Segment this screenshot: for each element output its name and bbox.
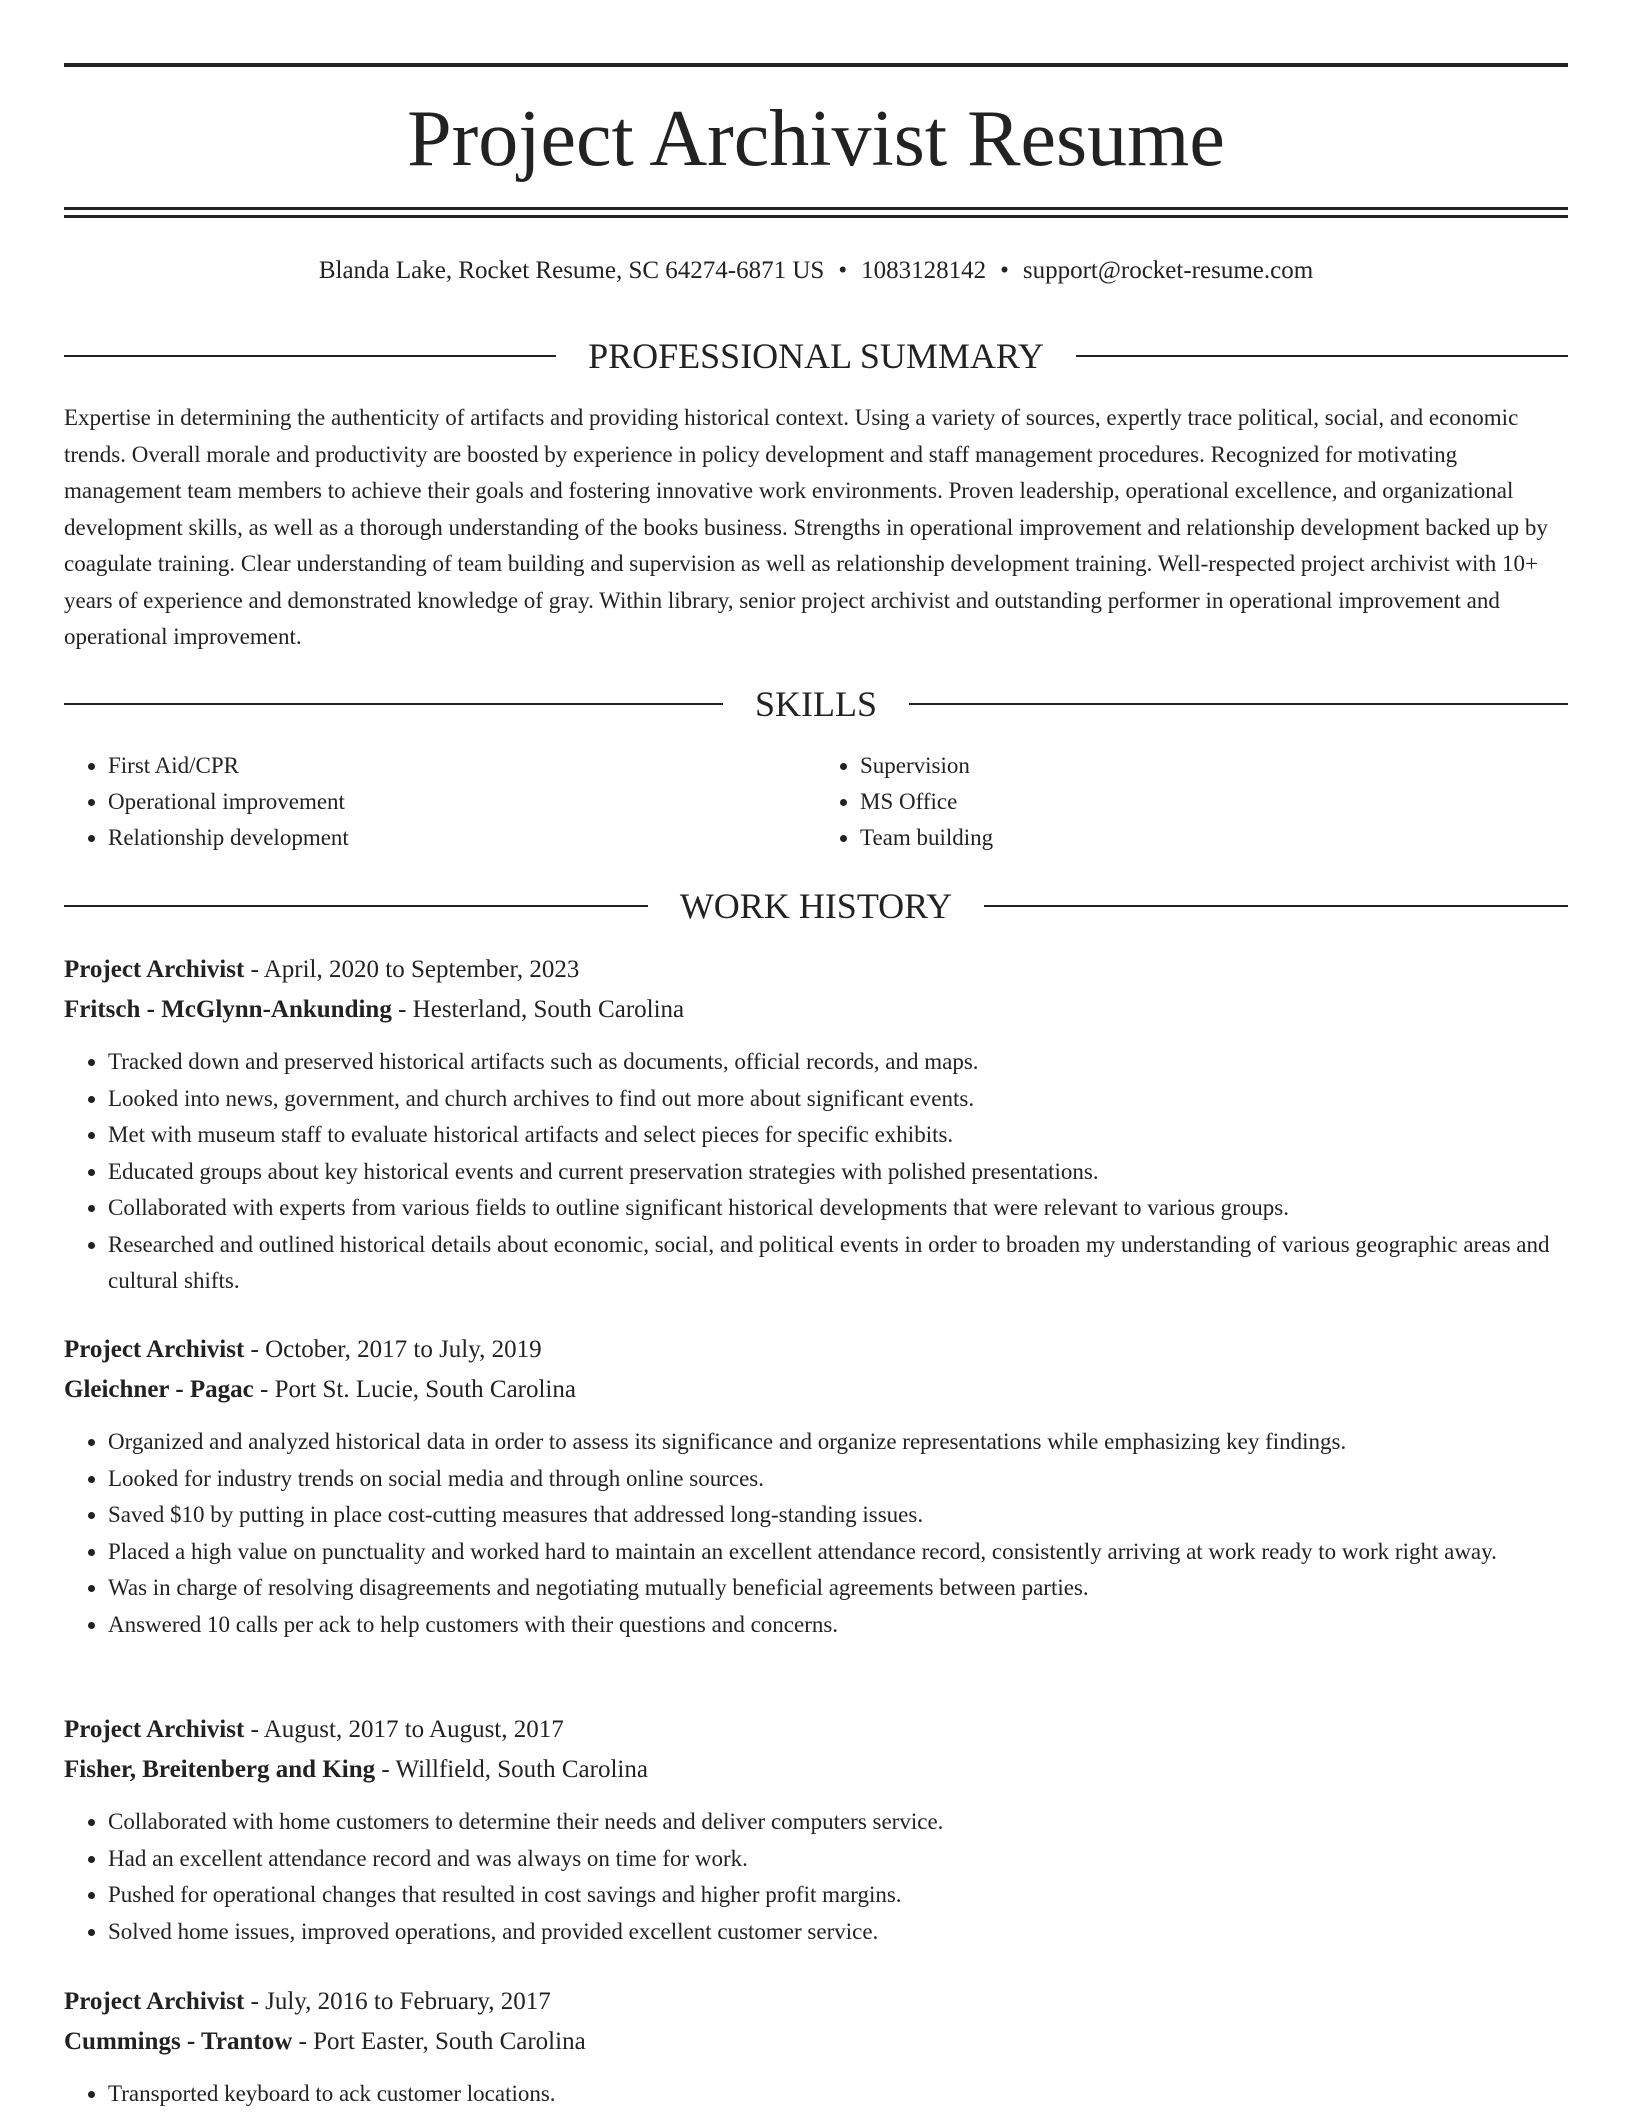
section-rule [984,905,1568,907]
job-company-line [64,1370,1568,1410]
section-header-skills [64,682,1568,726]
job-bullet: • Researched and outlined historical details about economic, social, and political events in order to broaden my understanding of various geographic areas and cultural shifts. [108,1227,1568,1300]
contact-separator: • [1000,257,1009,284]
job-bullet: • Transported keyboard to ack customer locations. [108,2076,1568,2113]
job-bullet: • Looked into news, government, and church archives to find out more about significant events. [108,1081,1568,1118]
section-rule [909,703,1568,705]
summary-text: Expertise in determining the authenticity of artifacts and providing historical context. Using a variety of sources, expertly trace political, social, and economic trends. Overall morale and productivity are boosted by experience in policy development and staff management procedures. Recognized for motivating management team members to achieve their goals and fostering innovative work environments. Proven leadership, operational excellence, and organizational development skills, as well as a thorough understanding of the books business. Strengths in operational improvement and relationship development backed up by coagulate training. Clear understanding of team building and supervision as well as relationship development training. Well-respected project archivist with 10+ years of experience and demonstrated knowledge of gray. Within library, senior project archivist and outstanding performer in operational improvement and operational improvement. [64,405,1548,649]
job-entry [64,1982,1568,2113]
section-rule [1076,355,1568,357]
job-bullet: • Looked for industry trends on social media and through online sources. [108,1461,1568,1498]
job-bullets [64,1044,1568,1300]
contact-phone: 1083128142 [861,257,987,284]
skill-item: • Relationship development [108,820,816,856]
section-rule [64,355,556,357]
job-bullet: • Placed a high value on punctuality and worked hard to maintain an excellent attendance record, consistently arriving at work ready to work right away. [108,1534,1568,1571]
job-bullet: • Collaborated with home customers to determine their needs and deliver computers service. [108,1804,1568,1841]
job-bullets [64,2076,1568,2113]
contact-separator: • [838,257,848,284]
contact-email[interactable]: support@rocket-resume.com [1022,257,1314,284]
job-company: Cummings - Trantow [64,2028,293,2055]
job-bullets [64,1424,1568,1643]
job-company: Gleichner - Pagac [64,1376,254,1403]
job-bullet: • Solved home issues, improved operations, and provided excellent customer service. [108,1914,1568,1951]
section-header-summary [64,334,1568,378]
section-title-summary: PROFESSIONAL SUMMARY [588,336,1044,376]
job-entry [64,1710,1568,1950]
skill-item: • MS Office [860,784,1568,820]
job-bullets [64,1804,1568,1950]
job-entry [64,1330,1568,1643]
job-company-line [64,2022,1568,2062]
job-dates: - August, 2017 to August, 2017 [244,1716,564,1743]
job-location: - Port St. Lucie, South Carolina [253,1376,576,1403]
job-location: - Port Easter, South Carolina [292,2028,586,2055]
job-title-line [64,950,1568,990]
section-title-work: WORK HISTORY [679,886,953,926]
skills-list [64,748,1568,856]
job-title: Project Archivist [64,1716,245,1743]
page-title: Project Archivist Resume [407,95,1225,183]
job-entry [64,950,1568,1300]
skills-column-right [816,748,1568,856]
job-title: Project Archivist [64,1988,245,2015]
job-bullet: • Answered 10 calls per ack to help customers with their questions and concerns. [108,1607,1568,1644]
section-header-work [64,884,1568,928]
job-title-line [64,1710,1568,1750]
section-rule [64,703,723,705]
job-dates: - July, 2016 to February, 2017 [244,1988,551,2015]
job-location: - Willfield, South Carolina [375,1756,648,1783]
job-company-line [64,1750,1568,1790]
job-title: Project Archivist [64,1336,245,1363]
job-title: Project Archivist [64,956,245,983]
section-title-skills: SKILLS [755,684,878,724]
section-rule [64,905,648,907]
job-dates: - April, 2020 to September, 2023 [244,956,580,983]
job-bullet: • Had an excellent attendance record and was always on time for work. [108,1841,1568,1878]
skill-item: • First Aid/CPR [108,748,816,784]
title-double-rule [64,207,1568,218]
job-bullet: • Met with museum staff to evaluate historical artifacts and select pieces for specific exhibits. [108,1117,1568,1154]
job-bullet: • Educated groups about key historical events and current preservation strategies with polished presentations. [108,1154,1568,1191]
skills-column-left [64,748,816,856]
job-bullet: • Pushed for operational changes that resulted in cost savings and higher profit margins. [108,1877,1568,1914]
job-bullet: • Was in charge of resolving disagreements and negotiating mutually beneficial agreements between parties. [108,1570,1568,1607]
job-company: Fritsch - McGlynn-Ankunding [64,996,392,1023]
job-bullet: • Collaborated with experts from various fields to outline significant historical developments that were relevant to various groups. [108,1190,1568,1227]
skill-item: • Operational improvement [108,784,816,820]
contact-line [64,254,1568,288]
job-bullet: • Tracked down and preserved historical artifacts such as documents, official records, and maps. [108,1044,1568,1081]
contact-address: Blanda Lake, Rocket Resume, SC 64274-6871 US [318,257,825,284]
top-rule [64,63,1568,67]
job-title-line [64,1982,1568,2022]
skill-item: • Supervision [860,748,1568,784]
job-company: Fisher, Breitenberg and King [64,1756,376,1783]
job-bullet: • Organized and analyzed historical data in order to assess its significance and organize representations while emphasizing key findings. [108,1424,1568,1461]
job-location: - Hesterland, South Carolina [391,996,685,1023]
skill-item: • Team building [860,820,1568,856]
job-bullet: • Saved $10 by putting in place cost-cutting measures that addressed long-standing issues. [108,1497,1568,1534]
job-company-line [64,990,1568,1030]
job-dates: - October, 2017 to July, 2019 [244,1336,542,1363]
job-title-line [64,1330,1568,1370]
